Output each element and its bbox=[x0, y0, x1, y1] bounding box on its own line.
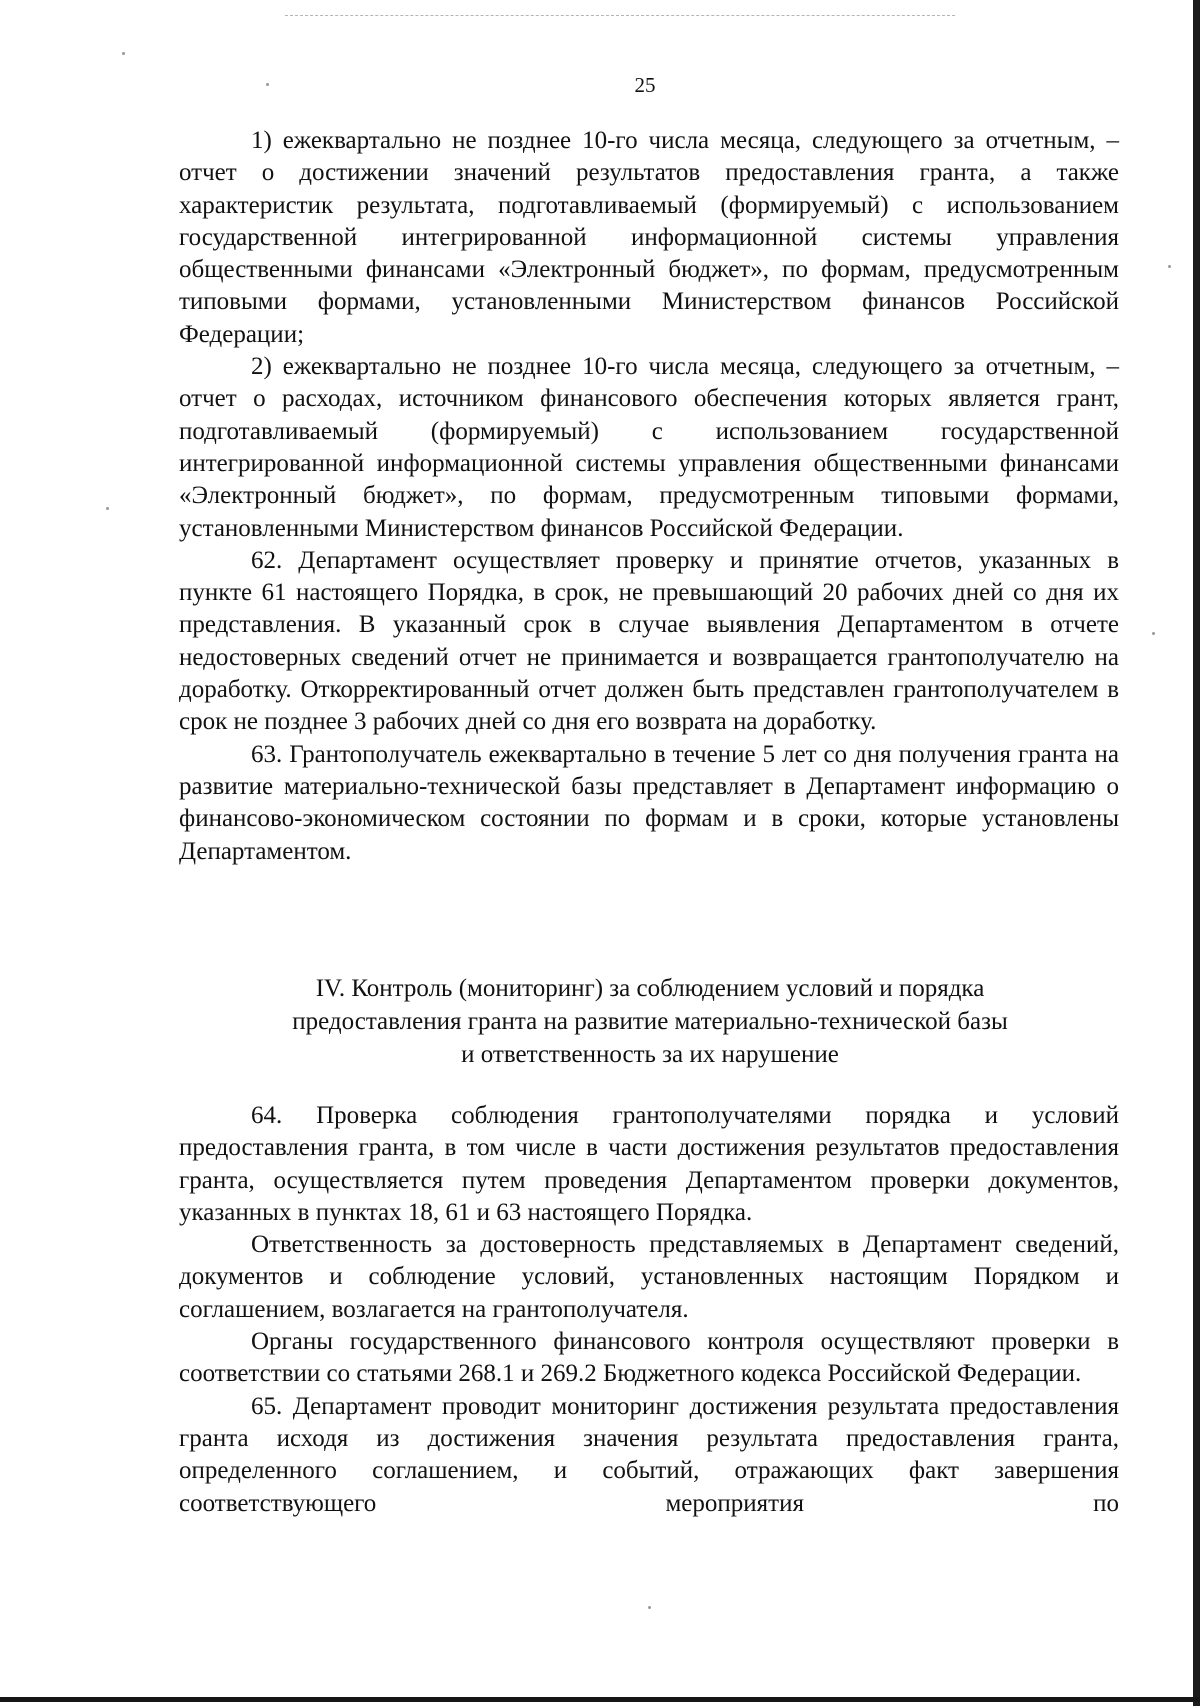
scan-edge-right bbox=[1193, 0, 1200, 1706]
scan-edge-bottom bbox=[0, 1697, 1200, 1702]
paragraph-64: 64. Проверка соблюдения грантополучателями порядка и условий предоставления гранта, в том числе в части достижения результатов предоставления гранта, осуществляется путем проведения Департаментом проверки документов, указанных в пунктах 18, 61 и 63 настоящего Порядка. bbox=[179, 1102, 1119, 1226]
scan-speck bbox=[106, 507, 109, 510]
paragraph-item-1: 1) ежеквартально не позднее 10-го числа месяца, следующего за отчетным, – отчет о достижении значений результатов предоставления гранта, а также характеристик результата, подготавливаемый (формируемый) с использованием государственной интегрированной информационной системы управления общественными финансами «Электронный бюджет», по формам, предусмотренным типовыми формами, установленными Министерством финансов Российской Федерации; bbox=[179, 127, 1119, 348]
body-text-bottom bbox=[179, 1100, 1119, 1520]
body-text-top bbox=[179, 125, 1119, 868]
scan-speck bbox=[122, 52, 125, 55]
scan-speck bbox=[648, 1606, 651, 1609]
paragraph-responsibility: Ответственность за достоверность представляемых в Департамент сведений, документов и соблюдение условий, установленных настоящим Порядком и соглашением, возлагается на грантополучателя. bbox=[179, 1231, 1119, 1323]
scan-speck bbox=[1152, 632, 1155, 635]
section-heading bbox=[250, 972, 1050, 1071]
paragraph-control-bodies: Органы государственного финансового контроля осуществляют проверки в соответствии со статьями 268.1 и 269.2 Бюджетного кодекса Российской Федерации. bbox=[179, 1328, 1119, 1388]
page-number: 25 bbox=[634, 73, 656, 97]
section-heading-line-1: IV. Контроль (мониторинг) за соблюдением условий и порядка bbox=[315, 975, 985, 1002]
section-heading-line-2: предоставления гранта на развитие материально-технической базы bbox=[292, 1008, 1008, 1035]
scan-speck bbox=[1168, 265, 1171, 268]
paragraph-62: 62. Департамент осуществляет проверку и принятие отчетов, указанных в пункте 61 настоящего Порядка, в срок, не превышающий 20 рабочих дней со дня их представления. В указанный срок в случае выявления Департаментом в отчете недостоверных сведений отчет не принимается и возвращается грантополучателю на доработку. Откорректированный отчет должен быть представлен грантополучателем в срок не позднее 3 рабочих дней со дня его возврата на доработку. bbox=[179, 546, 1119, 736]
scan-speck bbox=[266, 83, 269, 86]
scan-edge-top bbox=[285, 15, 955, 16]
paragraph-item-2: 2) ежеквартально не позднее 10-го числа месяца, следующего за отчетным, – отчет о расходах, источником финансового обеспечения которых является грант, подготавливаемый (формируемый) с использованием государственной интегрированной информационной системы управления общественными финансами «Электронный бюджет», по формам, предусмотренным типовыми формами, установленными Министерством финансов Российской Федерации. bbox=[179, 353, 1119, 542]
paragraph-63: 63. Грантополучатель ежеквартально в течение 5 лет со дня получения гранта на развитие материально-технической базы представляет в Департамент информацию о финансово-экономическом состоянии по формам и в сроки, которые установлены Департаментом. bbox=[179, 740, 1119, 865]
paragraph-65: 65. Департамент проводит мониторинг достижения результата предоставления гранта исходя из достижения значения результата предоставления гранта, определенного соглашением, и событий, отражающих факт завершения соответствующего мероприятия по bbox=[179, 1392, 1119, 1517]
section-heading-line-3: и ответственность за их нарушение bbox=[461, 1041, 839, 1068]
